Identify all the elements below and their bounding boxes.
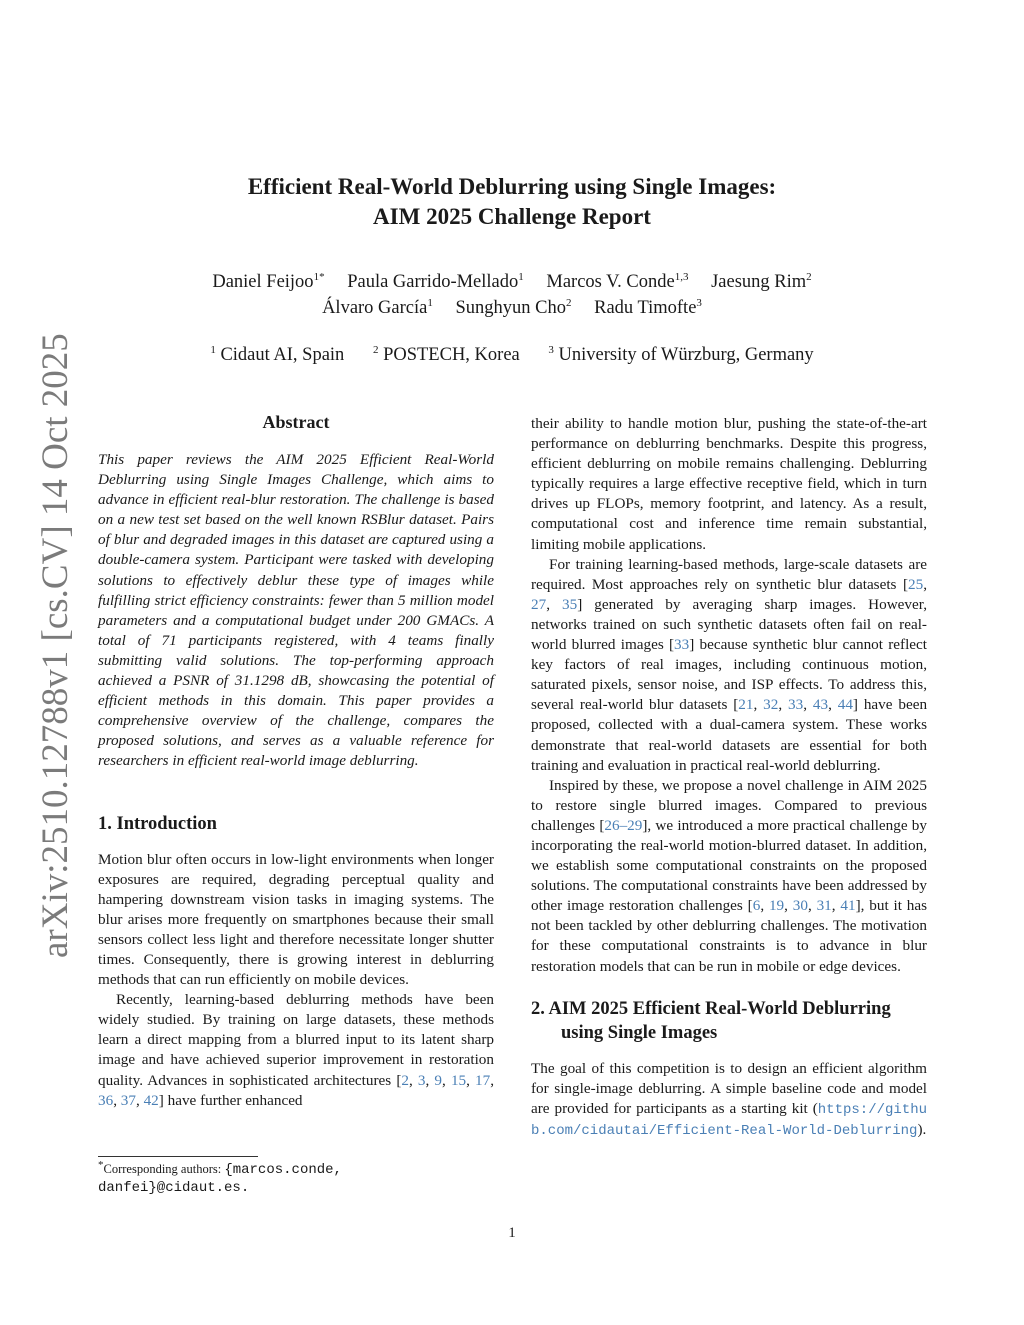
citation-link[interactable]: 41	[840, 897, 856, 915]
citation-link[interactable]: 31	[816, 897, 832, 915]
citation-link[interactable]: 42	[143, 1091, 159, 1109]
authors-row-1	[0, 270, 1024, 294]
citation-link[interactable]: 27	[531, 595, 547, 613]
author: Daniel Feijoo$^{1*}$	[212, 270, 325, 292]
citation-link[interactable]: 6	[752, 897, 761, 915]
author: Sunghyun Cho$^2$	[455, 296, 572, 318]
citation-link[interactable]: 3	[417, 1071, 426, 1089]
affiliation: $^3$ University of Würzburg, Germany	[548, 343, 814, 365]
left-column	[98, 410, 494, 1111]
citation-link[interactable]: 33	[788, 696, 804, 714]
citation-link[interactable]: 32	[763, 696, 779, 714]
github-link[interactable]: https://github.com/cidautai/Efficient-Real-World-Deblurring	[531, 1101, 927, 1139]
authors-row-2	[0, 296, 1024, 320]
intro-paragraph-2: Recently, learning-based deblurring methods have been widely studied. By training on large datasets, these methods learn a direct mapping from a blurred input to its latent sharp image and have achieved superior improvement in restoration quality. Advances in sophisticated architectures [2, 3, 9, 15, 17, 36, 37, 42] have further enhanced	[98, 991, 495, 1109]
citation-link[interactable]: 35	[562, 595, 578, 613]
page-number: 1	[508, 1225, 516, 1241]
citation-link[interactable]: 37	[120, 1091, 136, 1109]
title-line-1: Efficient Real-World Deblurring using Single Images:	[247, 174, 777, 199]
author: Jaesung Rim$^2$	[711, 270, 812, 292]
affiliation: $^2$ POSTECH, Korea	[372, 343, 520, 365]
citation-link[interactable]: 17	[475, 1071, 491, 1089]
affiliations	[0, 343, 1024, 367]
author: Álvaro García$^1$	[322, 296, 433, 318]
intro-paragraph-2-cont: their ability to handle motion blur, pushing the state-of-the-art performance on deblurring benchmarks. Despite this progress, efficient deblurring on mobile remains challenging. Deblurring typically requires a large effective receptive field, which in turn drives up FLOPs, memory footprint, and latency. As a result, computational cost and inference time remain substantial, limiting mobile applications.	[531, 415, 927, 553]
author: Radu Timofte$^3$	[594, 296, 702, 318]
footnote-email[interactable]: {marcos.conde, danfei}@cidaut.es.	[98, 1162, 342, 1196]
author: Paula Garrido-Mellado$^1$	[347, 270, 524, 292]
citation-link[interactable]: 2	[401, 1071, 409, 1089]
citation-link[interactable]: 36	[98, 1091, 114, 1109]
author: Marcos V. Conde$^{1,3}$	[546, 270, 689, 292]
citation-link[interactable]: 30	[792, 897, 808, 915]
citation-link[interactable]: 43	[812, 696, 829, 714]
footnote-rule	[98, 1156, 258, 1157]
section-2-paragraph-1: The goal of this competition is to design an efficient algorithm for single-image deblurring. A simple baseline code and model are provided for participants as a starting kit (https://github.com/cidautai/Efficient-Real-World-Deblurring).	[531, 1059, 927, 1139]
section-2-heading: 2. AIM 2025 Efficient Real-World Deblurring using Single Images	[531, 998, 891, 1043]
intro-paragraph-4: Inspired by these, we propose a novel challenge in AIM 2025 to restore single blurred images. Compared to previous challenges [26–29], we introduced a more practical challenge by incorporating the real-world motion-blurred dataset. In addition, we establish some computational constraints on the proposed solutions. The computational constraints have been addressed by other image restoration challenges [6, 19, 30, 31, 41], but it has not been tackled by other deblurring challenges. The motivation for these computational constraints is to advance in blur restoration models that can be run in mobile or edge devices.	[531, 776, 928, 975]
citation-link[interactable]: 33	[674, 636, 690, 654]
abstract-heading: Abstract	[262, 412, 330, 432]
intro-paragraph-3: For training learning-based methods, large-scale datasets are required. Most approaches rely on synthetic blur datasets [25, 27, 35] generated by averaging sharp images. However, networks trained on such synthetic datasets often fail on real-world blurred images [33] because synthetic blur cannot reflect key factors of real images, including continuous motion, saturated pixels, sensor noise, and ISP effects. To address this, several real-world blur datasets [21, 32, 33, 43, 44] have been proposed, collected with a dual-camera system. These works demonstrate that real-world datasets are essential for both training and evaluation in practical real-world deblurring.	[531, 555, 928, 774]
citation-link[interactable]: 15	[450, 1071, 467, 1089]
abstract-text: This paper reviews the AIM 2025 Efficient Real-World Deblurring using Single Images Challenge, which aims to advance in efficient real-blur restoration. The challenge is based on a new test set based on the well known RSBlur dataset. Pairs of blur and degraded images in this dataset are captured using a double-camera system. Participant were tasked with developing solutions to effectively deblur these type of images while fulfilling strict efficiency constraints: fewer than 5 million model parameters and a computational budget under 200 GMACs. A total of 71 participants registered, with 4 teams finally submitting valid solutions. The top-performing approach achieved a PSNR of 31.1298 dB, showcasing the potential of efficient methods in this domain. This paper provides a comprehensive overview of the challenge, compares the proposed solutions, and serves as a valuable reference for researchers in efficient real-world image deblurring.	[98, 451, 494, 770]
intro-paragraph-1: Motion blur often occurs in low-light environments when longer exposures are required, degrading perceptual quality and hampering downstream vision tasks in imaging systems. The blur arises more frequently on smartphones because their small sensors collect less light and therefore necessitate longer shutter times. Consequently, there is growing interest in deblurring methods that can run efficiently on mobile devices.	[98, 850, 494, 989]
citation-link[interactable]: 26–29	[604, 816, 643, 834]
arxiv-stamp: arXiv:2510.12788v1 [cs.CV] 14 Oct 2025	[35, 333, 76, 958]
citation-link[interactable]: 44	[837, 696, 853, 714]
citation-link[interactable]: 25	[908, 575, 924, 593]
footnote: *Corresponding authors: {marcos.conde, danfei}@cidaut.es.	[98, 1158, 342, 1196]
intro-heading: 1. Introduction	[98, 813, 217, 834]
citation-link[interactable]: 19	[768, 897, 785, 915]
title-line-2: AIM 2025 Challenge Report	[373, 204, 651, 229]
citation-link[interactable]: 21	[738, 696, 754, 714]
paper-title	[0, 172, 1024, 232]
right-column	[531, 414, 927, 1141]
affiliation: $^1$ Cidaut AI, Spain	[210, 343, 345, 365]
citation-link[interactable]: 9	[434, 1071, 443, 1089]
